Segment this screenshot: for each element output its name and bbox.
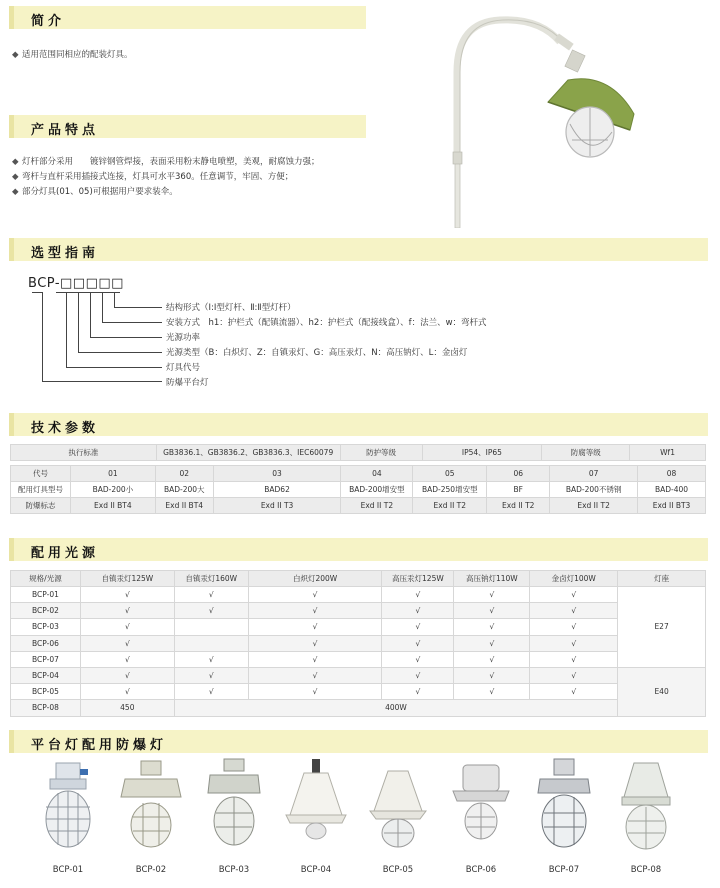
table-cell: √ xyxy=(174,651,248,667)
table-cell: √ xyxy=(248,619,382,635)
table-cell: √ xyxy=(248,667,382,683)
product-label: BCP-03 xyxy=(218,865,250,875)
table-cell: √ xyxy=(530,635,618,651)
table-cell: √ xyxy=(248,635,382,651)
row-label: BCP-04 xyxy=(11,667,81,683)
table-cell: Exd II T3 xyxy=(213,498,341,514)
intro-text: 适用范围同相应的配装灯具。 xyxy=(22,50,133,60)
section-header-platform xyxy=(9,730,708,753)
table-row xyxy=(11,700,706,716)
feature-text: 部分灯具(01、05)可根据用户要求装伞。 xyxy=(22,187,178,197)
table-cell: √ xyxy=(80,684,174,700)
table-cell: Exd II BT4 xyxy=(70,498,155,514)
feature-item xyxy=(12,155,320,167)
guide-connector xyxy=(42,381,162,382)
bcp-05-lamp-image xyxy=(358,757,438,857)
table-cell: 450 xyxy=(80,700,174,716)
product-label: BCP-06 xyxy=(465,865,497,875)
header-mark xyxy=(9,538,14,561)
table-row xyxy=(11,651,706,667)
table-cell: 400W xyxy=(174,700,617,716)
section-header-lights xyxy=(9,538,708,561)
table-cell xyxy=(174,635,248,651)
table-cell: √ xyxy=(80,635,174,651)
model-code: BCP-□□□□□ xyxy=(28,276,124,291)
standard-table xyxy=(10,444,706,461)
product-label: BCP-02 xyxy=(135,865,167,875)
table-cell: √ xyxy=(382,619,454,635)
table-cell: √ xyxy=(80,587,174,603)
table-cell: BAD-200增安型 xyxy=(341,482,413,498)
table-cell: BAD-200大 xyxy=(155,482,213,498)
bcp-08-lamp-image xyxy=(606,757,686,857)
guide-item: 安装方式 h1：护栏式（配镇流器）、h2：护栏式（配接线盒）、f：法兰、w：弯杆式 xyxy=(166,318,487,328)
table-cell: √ xyxy=(454,667,530,683)
table-cell: √ xyxy=(454,619,530,635)
ip-label: 防护等级 xyxy=(340,445,422,461)
table-cell: √ xyxy=(530,651,618,667)
column-header: 灯座 xyxy=(618,571,706,587)
bullet-icon: ◆ xyxy=(12,157,19,167)
table-cell: √ xyxy=(80,619,174,635)
table-row xyxy=(11,635,706,651)
table-cell: √ xyxy=(454,635,530,651)
product-label: BCP-04 xyxy=(300,865,332,875)
row-label: BCP-01 xyxy=(11,587,81,603)
header-mark xyxy=(9,730,14,753)
guide-connector xyxy=(90,292,91,338)
table-cell: BAD-250增安型 xyxy=(413,482,487,498)
table-cell: BF xyxy=(487,482,550,498)
table-cell: √ xyxy=(248,603,382,619)
bullet-icon: ◆ xyxy=(12,50,19,60)
row-label: BCP-05 xyxy=(11,684,81,700)
row-label: BCP-06 xyxy=(11,635,81,651)
bullet-icon: ◆ xyxy=(12,187,19,197)
table-cell: √ xyxy=(80,603,174,619)
intro-text-item xyxy=(12,48,133,60)
column-header: 自镇汞灯160W xyxy=(174,571,248,587)
column-header: 高压汞灯125W xyxy=(382,571,454,587)
product-label: BCP-05 xyxy=(382,865,414,875)
row-label: BCP-08 xyxy=(11,700,81,716)
table-cell: √ xyxy=(530,587,618,603)
section-title: 简介 xyxy=(31,14,66,29)
table-row xyxy=(11,619,706,635)
table-cell: √ xyxy=(382,651,454,667)
light-source-table xyxy=(10,570,706,717)
row-label: BCP-07 xyxy=(11,651,81,667)
table-header-row xyxy=(11,571,706,587)
table-cell: 08 xyxy=(638,466,706,482)
table-cell: 04 xyxy=(341,466,413,482)
feature-item xyxy=(12,185,178,197)
header-mark xyxy=(9,413,14,436)
table-row xyxy=(11,587,706,603)
table-cell: Exd II T2 xyxy=(550,498,638,514)
product-label: BCP-01 xyxy=(52,865,84,875)
table-cell: √ xyxy=(382,684,454,700)
table-cell: Exd II BT3 xyxy=(638,498,706,514)
guide-item: 光源类型（B：白炽灯、Z：自镇汞灯、G：高压汞灯、N：高压钠灯、L：金卤灯 xyxy=(166,348,468,358)
code-underline xyxy=(32,292,42,293)
corrosion-label: 防腐等级 xyxy=(542,445,630,461)
product-label: BCP-08 xyxy=(630,865,662,875)
code-underline xyxy=(56,292,120,293)
table-cell: √ xyxy=(382,667,454,683)
standard-label: 执行标准 xyxy=(11,445,157,461)
row-label: 配用灯具型号 xyxy=(11,482,71,498)
table-cell: Exd II T2 xyxy=(413,498,487,514)
section-title: 平台灯配用防爆灯 xyxy=(31,738,168,753)
table-cell: BAD-200小 xyxy=(70,482,155,498)
table-row xyxy=(11,498,706,514)
table-row xyxy=(11,603,706,619)
corrosion-value: Wf1 xyxy=(630,445,706,461)
table-cell: √ xyxy=(382,635,454,651)
row-label: BCP-03 xyxy=(11,619,81,635)
table-cell: Exd II T2 xyxy=(341,498,413,514)
table-cell: √ xyxy=(80,667,174,683)
guide-connector xyxy=(114,307,162,308)
guide-connector xyxy=(114,292,115,308)
table-cell: Exd II T2 xyxy=(487,498,550,514)
product-label: BCP-07 xyxy=(548,865,580,875)
bcp-07-lamp-image xyxy=(524,757,604,857)
table-cell: 03 xyxy=(213,466,341,482)
table-cell: 06 xyxy=(487,466,550,482)
section-title: 配用光源 xyxy=(31,546,100,561)
table-cell: BAD62 xyxy=(213,482,341,498)
table-cell: √ xyxy=(174,587,248,603)
section-header-specs xyxy=(9,413,708,436)
guide-item: 防爆平台灯 xyxy=(166,378,209,388)
column-header: 白炽灯200W xyxy=(248,571,382,587)
header-mark xyxy=(9,238,14,261)
table-cell: √ xyxy=(454,684,530,700)
table-cell: √ xyxy=(248,684,382,700)
socket-cell: E27 xyxy=(618,587,706,668)
column-header: 金卤灯100W xyxy=(530,571,618,587)
table-cell: √ xyxy=(454,651,530,667)
header-mark xyxy=(9,115,14,138)
guide-connector xyxy=(78,352,162,353)
table-cell: √ xyxy=(382,587,454,603)
table-cell: 07 xyxy=(550,466,638,482)
standard-value: GB3836.1、GB3836.2、GB3836.3、IEC60079 xyxy=(156,445,340,461)
table-cell: √ xyxy=(80,651,174,667)
row-label: 防爆标志 xyxy=(11,498,71,514)
table-cell: √ xyxy=(174,603,248,619)
guide-connector xyxy=(102,322,162,323)
bcp-03-lamp-image xyxy=(194,757,274,857)
header-mark xyxy=(9,6,14,29)
table-cell: √ xyxy=(174,667,248,683)
column-header: 规格/光源 xyxy=(11,571,81,587)
bcp-06-lamp-image xyxy=(441,757,521,857)
guide-connector xyxy=(66,367,162,368)
guide-item: 灯具代号 xyxy=(166,363,201,373)
table-cell: 02 xyxy=(155,466,213,482)
section-title: 技术参数 xyxy=(31,421,100,436)
guide-item: 光源功率 xyxy=(166,333,201,343)
feature-text: 弯杆与直杆采用插接式连接，灯具可水平360。任意调节，牢固、方便； xyxy=(22,172,294,182)
guide-item: 结构形式（Ⅰ:Ⅰ型灯杆、Ⅱ:Ⅱ型灯杆） xyxy=(166,303,296,313)
table-cell: √ xyxy=(530,667,618,683)
table-cell: √ xyxy=(174,684,248,700)
table-cell: BAD-400 xyxy=(638,482,706,498)
row-label: BCP-02 xyxy=(11,603,81,619)
bcp-01-lamp-image xyxy=(28,757,108,857)
table-cell: √ xyxy=(530,619,618,635)
platform-light-pole-image xyxy=(420,2,660,228)
section-header-features xyxy=(9,115,366,138)
guide-connector xyxy=(90,337,162,338)
bullet-icon: ◆ xyxy=(12,172,19,182)
bcp-04-lamp-image xyxy=(276,757,356,857)
table-row xyxy=(11,466,706,482)
guide-connector xyxy=(102,292,103,323)
guide-connector xyxy=(78,292,79,353)
column-header: 高压钠灯110W xyxy=(454,571,530,587)
guide-connector xyxy=(42,292,43,382)
section-title: 选型指南 xyxy=(31,246,100,261)
table-cell: √ xyxy=(248,587,382,603)
guide-connector xyxy=(66,292,67,368)
column-header: 自镇汞灯125W xyxy=(80,571,174,587)
table-cell xyxy=(174,619,248,635)
bcp-02-lamp-image xyxy=(111,757,191,857)
feature-text: 灯杆部分采用 镀锌钢管焊接，表面采用粉末静电喷塑，美观，耐腐蚀力强； xyxy=(22,157,320,167)
table-cell: √ xyxy=(382,603,454,619)
table-cell: 05 xyxy=(413,466,487,482)
table-cell: √ xyxy=(454,603,530,619)
section-header-intro xyxy=(9,6,366,29)
table-row xyxy=(11,482,706,498)
table-cell: 01 xyxy=(70,466,155,482)
table-cell: BAD-200不锈钢 xyxy=(550,482,638,498)
spec-table xyxy=(10,465,706,514)
ip-value: IP54、IP65 xyxy=(422,445,542,461)
feature-item xyxy=(12,170,293,182)
table-cell: √ xyxy=(454,587,530,603)
table-cell: Exd II BT4 xyxy=(155,498,213,514)
table-row xyxy=(11,667,706,683)
table-cell: √ xyxy=(248,651,382,667)
section-header-guide xyxy=(9,238,708,261)
row-label: 代号 xyxy=(11,466,71,482)
socket-cell: E40 xyxy=(618,667,706,716)
section-title: 产品特点 xyxy=(31,123,100,138)
table-cell: √ xyxy=(530,684,618,700)
table-cell: √ xyxy=(530,603,618,619)
table-row xyxy=(11,684,706,700)
